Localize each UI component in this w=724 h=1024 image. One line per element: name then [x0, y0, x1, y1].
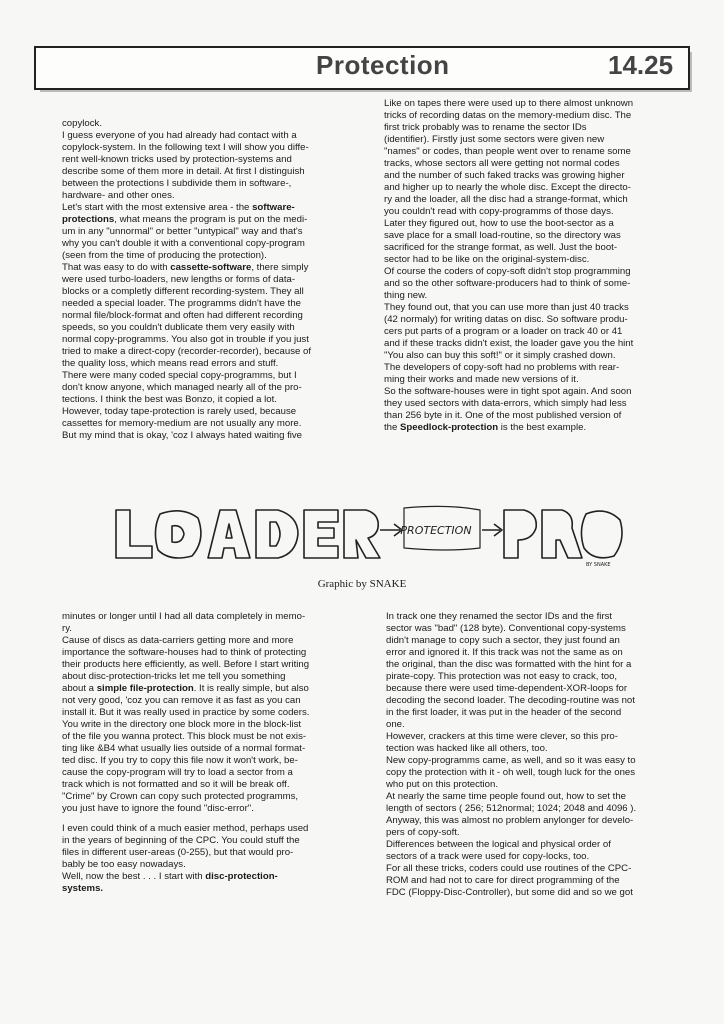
text-line: needed a special loader. The programms didn't have the [62, 298, 301, 309]
text-line: normal file/block-format and often had different recording [62, 310, 303, 321]
text-line: um in any "unnormal" or better "untypical" way and that's [62, 226, 303, 237]
text-line: Anyway, this was almost no problem anylonger for develo- [386, 815, 634, 826]
text-line: ming their works and made new versions of it. [384, 374, 579, 385]
column-bottom-right [386, 611, 698, 899]
text-line: ting like &B4 what usually lies outside of a normal format- [62, 743, 306, 754]
text-line: tricks of recording datas on the memory-medium disc. The [384, 110, 632, 121]
bold-term-simple-file-protection: simple file-protection [96, 683, 194, 694]
text-line [62, 883, 372, 895]
text-line: the quality loss, which means read errors and stuff. [62, 358, 279, 369]
bold-term-speedlock: Speedlock-protection [400, 422, 499, 433]
text-line: why you can't double it with a conventional copy-program [62, 238, 305, 249]
text-line: save place for a small load-routine, so the directory was [384, 230, 621, 241]
text-line [62, 683, 372, 695]
text-line: sector was "bad" (128 byte). Conventional copy-systems [386, 623, 626, 634]
text-line: So the software-houses were in tight spot again. And soon [384, 386, 632, 397]
bold-fragment: protections [62, 214, 115, 225]
text-line: Of course the coders of copy-soft didn't stop programming [384, 266, 631, 277]
text-fragment: is the best example. [500, 422, 587, 433]
text-line: normal copy-programms. You also got in trouble if you just [62, 334, 309, 345]
text-line [62, 262, 368, 274]
text-line: first trick probably was to rename the sector IDs [384, 122, 587, 133]
text-fragment: , there simply [251, 262, 309, 273]
graphic-word-protection: PROTECTION [400, 524, 472, 537]
text-line: the original, than the disc was formatted with the hint for a [386, 659, 632, 670]
text-line: and so the other software-producers had to think of some- [384, 278, 631, 289]
text-line [384, 422, 696, 434]
text-line: Differences between the logical and physical order of [386, 839, 611, 850]
text-line: They found out, that you can use more than just 40 tracks [384, 302, 629, 313]
text-line: ted disc. If you try to copy this file now it won't work, be- [62, 755, 298, 766]
text-line: The developers of copy-soft had no problems with rear- [384, 362, 620, 373]
loader-protection-program-graphic [108, 500, 632, 568]
text-line: But my mind that is okay, 'coz I always hated waiting five [62, 430, 303, 441]
page-number: 14.25 [608, 50, 674, 80]
text-line: didn't manage to copy such a sector, they just found an [386, 635, 620, 646]
text-line: copylock-system. In the following text I will show you diffe- [62, 142, 309, 153]
text-line: rent well-known tricks used by protection-systems and [62, 154, 292, 165]
text-line: between the protections I subdivide them in software-, [62, 178, 292, 189]
text-fragment: Well, now the best . . . I start with [62, 871, 203, 882]
text-line: than 256 byte in it. One of the most published version of [384, 410, 622, 421]
text-line: they used sectors with data-errors, which simply had less [384, 398, 627, 409]
column-bottom-left [62, 611, 372, 895]
text-line: sacrificed for the strange format, as well. Just the boot- [384, 242, 618, 253]
text-line: because there were used time-dependent-XOR-loops for [386, 683, 628, 694]
text-line: files in different user-areas (0-255), but that would pro- [62, 847, 294, 858]
text-line: Later they figured out, how to use the boot-sector as a [384, 218, 614, 229]
text-line: I even could think of a much easier method, perhaps used [62, 823, 309, 834]
bold-term-software: software- [252, 202, 295, 213]
text-line: and if these tracks didn't exist, the loader gave you the hint [384, 338, 634, 349]
text-line: (42 normaly) for writing datas on disc. So software produ- [384, 314, 628, 325]
text-line: New copy-programms came, as well, and so it was easy to [386, 755, 636, 766]
text-line: "names" or codes, than people went over to rename some [384, 146, 631, 157]
text-line: who put on this protection. [386, 779, 498, 790]
text-fragment: , what means the program is put on the medi- [114, 214, 308, 225]
text-line: However, crackers at this time were clever, so this pro- [386, 731, 618, 742]
text-line: in the first loader, it was put in the header of the second [386, 707, 622, 718]
text-line: thing new. [384, 290, 428, 301]
text-line [62, 202, 368, 214]
text-line: you couldn't read with copy-programms of those days. [384, 206, 614, 217]
text-line: (identifier). Firstly just some sectors were given new [384, 134, 605, 145]
text-line [62, 214, 368, 226]
text-line: length of sectors ( 256; 512normal; 1024; 2048 and 4096 ). [386, 803, 637, 814]
text-line: copy the protection with it - oh well, tough luck for the ones [386, 767, 636, 778]
text-line: bably be too easy nowadays. [62, 859, 186, 870]
text-line: tracks, whose sectors all were getting not normal codes [384, 158, 620, 169]
text-line: ry and the loader, all the disc had a strange-format, which [384, 194, 628, 205]
text-line: However, today tape-protection is rarely used, because [62, 406, 297, 417]
text-line [62, 871, 372, 883]
text-fragment: . It is really simple, but also [193, 683, 309, 694]
text-fragment: That was easy to do with [62, 262, 168, 273]
text-line: ry. [62, 623, 72, 634]
text-line: Like on tapes there were used up to there almost unknown [384, 98, 634, 109]
text-line: tried to make a direct-copy (recorder-recorder), because of [62, 346, 312, 357]
text-line: sectors of a track were used for copy-locks, too. [386, 851, 590, 862]
column-top-left [62, 118, 368, 442]
text-line: install it. But it was really used in practice by some coders. [62, 707, 310, 718]
text-line: sector had to be like on the original-system-disc. [384, 254, 590, 265]
text-line: you just have to ignore the found "disc-error". [62, 803, 254, 814]
paragraph-gap [62, 815, 372, 823]
text-line: describe some of them more in detail. At first I distinguish [62, 166, 305, 177]
text-line: cause the copy-program will try to load a sector from a [62, 767, 293, 778]
text-line: one. [386, 719, 405, 730]
text-line: error and ignored it. If this track was not the same as on [386, 647, 623, 658]
bold-term-systems: systems. [62, 883, 104, 894]
bold-term-cassette: cassette-software [170, 262, 252, 273]
text-line: copylock. [62, 118, 102, 129]
text-line: There were many coded special copy-programms, but I [62, 370, 297, 381]
page-title: Protection [316, 50, 450, 80]
text-line: FDC (Floppy-Disc-Controller), but some did and so we got [386, 887, 633, 898]
text-line: in the years of beginning of the CPC. You could stuff the [62, 835, 300, 846]
text-line: minutes or longer until I had all data completely in memo- [62, 611, 306, 622]
text-line: "You also can buy this soft!" or it simply crashed down. [384, 350, 616, 361]
text-line: You write in the directory one block more in the block-list [62, 719, 302, 730]
text-line: don't know anyone, which managed nearly all of the pro- [62, 382, 302, 393]
graphic-signature: BY SNAKE [586, 562, 611, 568]
text-line: tections. I think the best was Bonzo, it copied a lot. [62, 394, 277, 405]
text-line: ROM and had not to care for direct programming of the [386, 875, 620, 886]
text-line: importance the software-houses had to think of protecting [62, 647, 307, 658]
text-line: At nearly the same time people found out, how to set the [386, 791, 626, 802]
text-line: blocks or a completly different recording-system. They all [62, 286, 304, 297]
text-line: tection was hacked like all others, too. [386, 743, 548, 754]
text-line: In track one they renamed the sector IDs and the first [386, 611, 613, 622]
text-line: and higher up to nearly the whole disc. Except the directo- [384, 182, 631, 193]
text-line: their products here efficiently, as well. Before I start writing [62, 659, 310, 670]
text-line: about disc-protection-tricks let me tell you something [62, 671, 286, 682]
graphic-caption: Graphic by SNAKE [317, 578, 407, 590]
text-line: For all these tricks, coders could use routines of the CPC- [386, 863, 632, 874]
text-line: not very good, 'coz you can remove it as fast as you can [62, 695, 301, 706]
text-line: pers of copy-soft. [386, 827, 460, 838]
text-line: of the file you wanna protect. This block must be not exis- [62, 731, 307, 742]
text-line: speeds, so you couldn't dublicate them very easily with [62, 322, 295, 333]
text-line: "Crime" by Crown can copy such protected programms, [62, 791, 299, 802]
bold-term-disc-protection: disc-protection- [205, 871, 278, 882]
column-top-right [384, 98, 696, 434]
text-line: decoding the second loader. The decoding-routine was not [386, 695, 635, 706]
text-line: (seen from the time of producing the protection). [62, 250, 267, 261]
text-line: cers put parts of a program or a loader on track 40 or 41 [384, 326, 623, 337]
text-fragment: the [384, 422, 398, 433]
text-line: were used turbo-loaders, new lengths or forms of data- [62, 274, 296, 285]
text-line: track which is not formatted and so it will be break off. [62, 779, 290, 790]
text-fragment: Let's start with the most extensive area - the [62, 202, 250, 213]
text-line: hardware- and other ones. [62, 190, 175, 201]
text-line: Cause of discs as data-carriers getting more and more [62, 635, 294, 646]
text-line: and the number of such faked tracks was growing higher [384, 170, 625, 181]
text-line: cassettes for memory-medium are not usually any more. [62, 418, 302, 429]
text-fragment: about a [62, 683, 95, 694]
text-line: I guess everyone of you had already had contact with a [62, 130, 297, 141]
text-line: pirate-copy. This protection was not easy to crack, too, [386, 671, 618, 682]
